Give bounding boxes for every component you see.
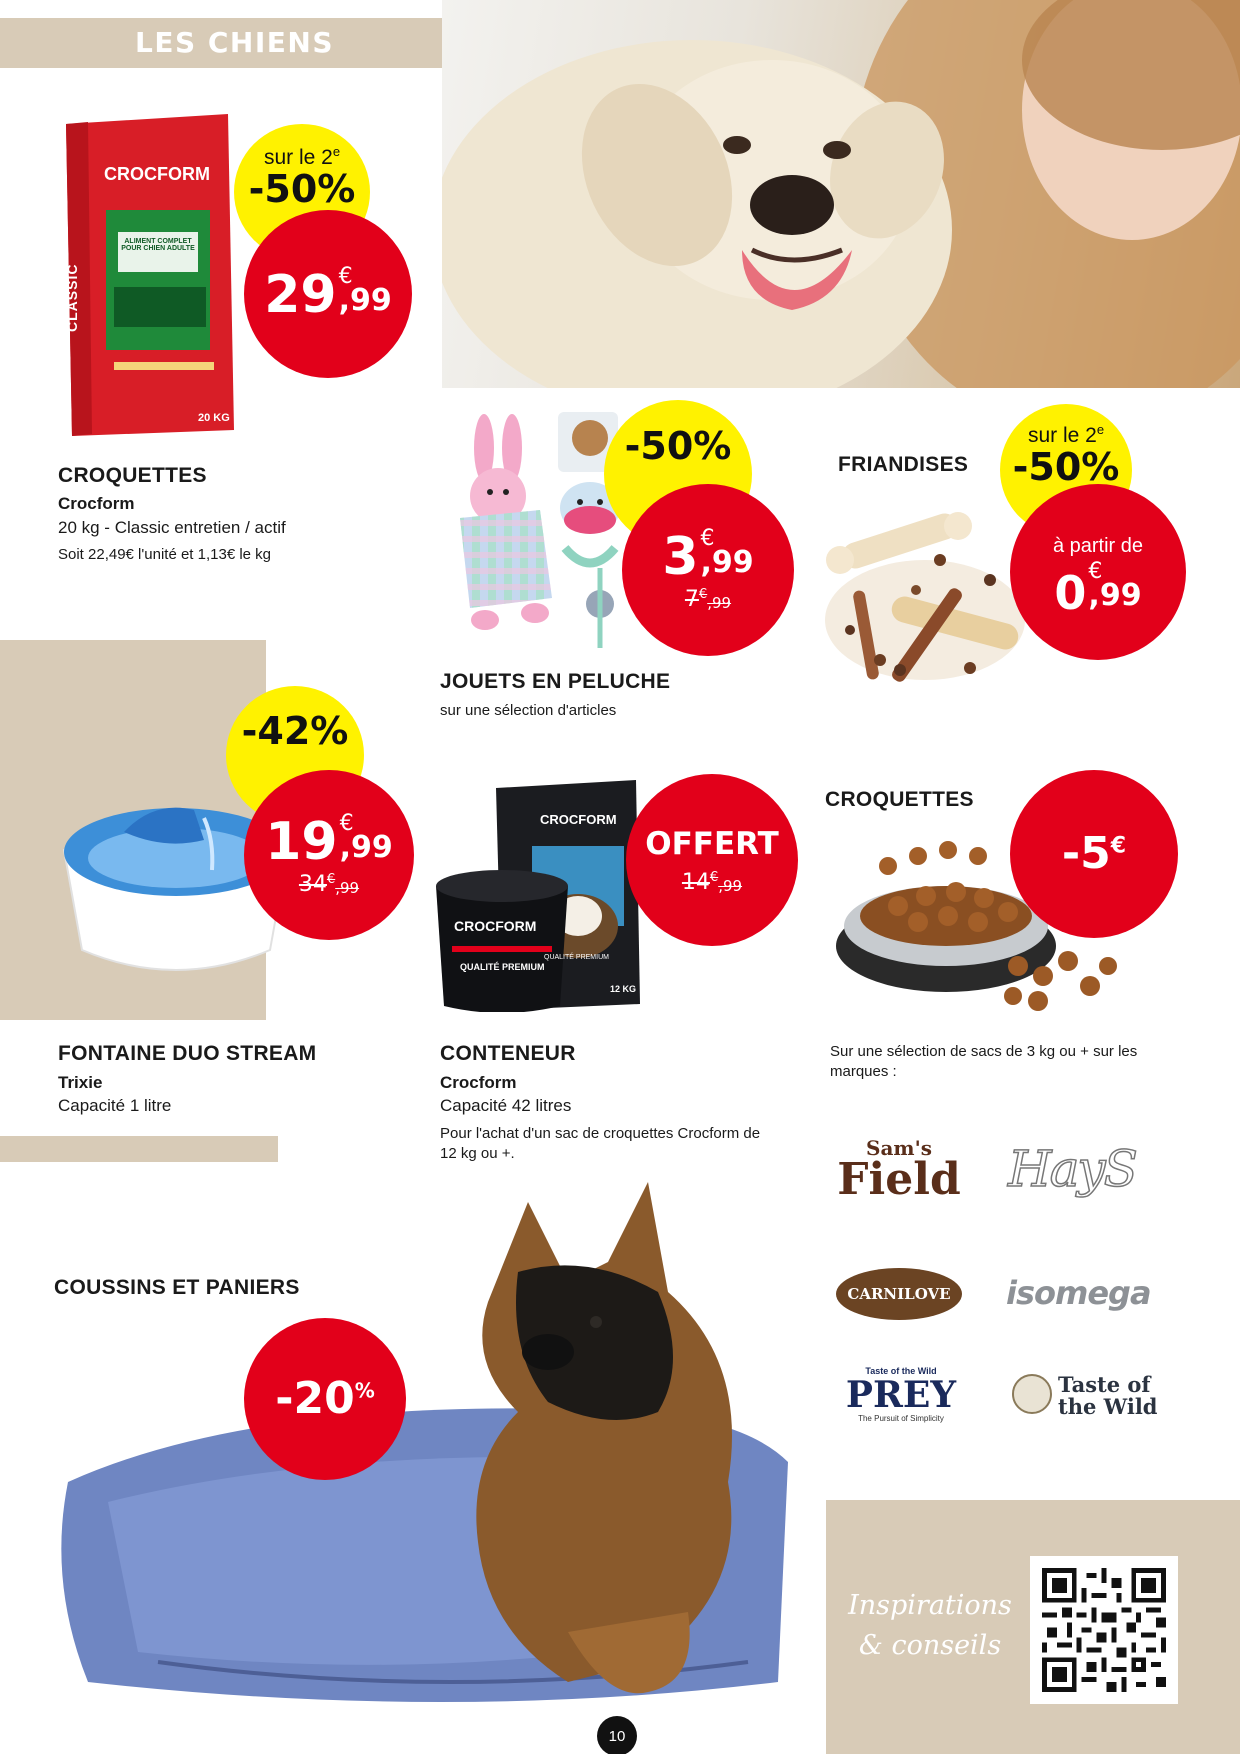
conteneur-brand: Crocform [440, 1073, 517, 1092]
jouets-detail: sur une sélection d'articles [440, 702, 617, 719]
carnilove-logo: CARNILOVE [836, 1268, 962, 1320]
taste-of-the-wild-logo: Taste of the Wild [1058, 1372, 1158, 1419]
promo-badge-fontaine: -42% [226, 686, 364, 824]
fontaine-old-price: 34 € ,99 [298, 872, 360, 897]
container-and-bag-image [432, 776, 642, 1012]
conteneur-old-price: 14 € ,99 [681, 870, 743, 895]
bag-weight-label: 20 KG [198, 412, 230, 424]
price-badge-friandises: à partir de 0 € ,99 [1010, 484, 1186, 660]
fontaine-bottom-band [0, 1136, 278, 1162]
promo-badge-croquettes: sur le 2e -50% [234, 124, 370, 260]
croquettes-detail: 20 kg - Classic entretien / actif [58, 518, 286, 537]
conteneur-detail: Capacité 42 litres [440, 1096, 572, 1115]
dog-on-cushion-image [48, 1162, 794, 1714]
promo-badge-croquettes-marques: -5€ [1010, 770, 1178, 938]
bag-weight-label: 12 KG [610, 984, 637, 994]
bag-brand-label: CROCFORM [540, 812, 617, 827]
jouets-title: JOUETS EN PELUCHE [440, 670, 671, 693]
croquettes-title: CROQUETTES [58, 464, 207, 487]
friandises-title: FRIANDISES [838, 453, 969, 476]
promo-badge-jouets: -50% [604, 400, 752, 548]
promo-badge-friandises: sur le 2e -50% [1000, 404, 1132, 536]
conteneur-title: CONTENEUR [440, 1042, 576, 1065]
dog-treats-image [820, 500, 1030, 696]
fontaine-detail: Capacité 1 litre [58, 1096, 172, 1115]
price-badge-jouets: 3 € ,99 7 € ,99 [622, 484, 794, 656]
page-number: 10 [597, 1716, 637, 1754]
fontaine-title: FONTAINE DUO STREAM [58, 1042, 317, 1065]
bucket-quality-label: QUALITÉ PREMIUM [460, 962, 545, 972]
prey-logo: Taste of the Wild PREY The Pursuit of Simplicity [845, 1366, 957, 1423]
hays-logo: HayS [1008, 1140, 1136, 1198]
conteneur-note: Pour l'achat d'un sac de croquettes Crocform de 12 kg ou +. [440, 1125, 761, 1162]
jouets-old-price: 7 € ,99 [684, 587, 732, 612]
bag-food-label: ALIMENT COMPLET POUR CHIEN ADULTE [121, 238, 195, 252]
section-title: LES CHIENS [135, 26, 335, 59]
hero-photo [442, 0, 1240, 388]
qr-code[interactable] [1030, 1556, 1178, 1704]
bag-brand-label: CROCFORM [104, 164, 210, 184]
coussins-title: COUSSINS ET PANIERS [54, 1276, 300, 1299]
bag-line-label: CLASSIC [64, 263, 80, 332]
fontaine-brand: Trixie [58, 1073, 103, 1092]
price-badge-fontaine: 19 € ,99 34 € ,99 [244, 770, 414, 940]
croquettes-unit-price: Soit 22,49€ l'unité et 1,13€ le kg [58, 546, 272, 563]
sams-field-logo: Sam's Field [837, 1136, 961, 1205]
crocform-bag-image [58, 112, 236, 438]
isomega-logo: isomega [1006, 1274, 1151, 1312]
taste-of-the-wild-emblem-icon [1012, 1374, 1052, 1414]
croquettes-marques-title: CROQUETTES [825, 788, 974, 811]
inspirations-text: Inspirations & conseils [848, 1590, 1012, 1661]
promo-badge-coussins: -20% [244, 1318, 406, 1480]
croquettes-brand: Crocform [58, 494, 135, 513]
price-badge-croquettes: 29 € ,99 [244, 210, 412, 378]
price-badge-conteneur: OFFERT 14 € ,99 [626, 774, 798, 946]
bag-quality-label: QUALITÉ PREMIUM [544, 954, 609, 961]
bucket-brand-label: CROCFORM [454, 918, 537, 934]
croquettes-marques-detail: Sur une sélection de sacs de 3 kg ou + sur les marques : [830, 1043, 1138, 1080]
